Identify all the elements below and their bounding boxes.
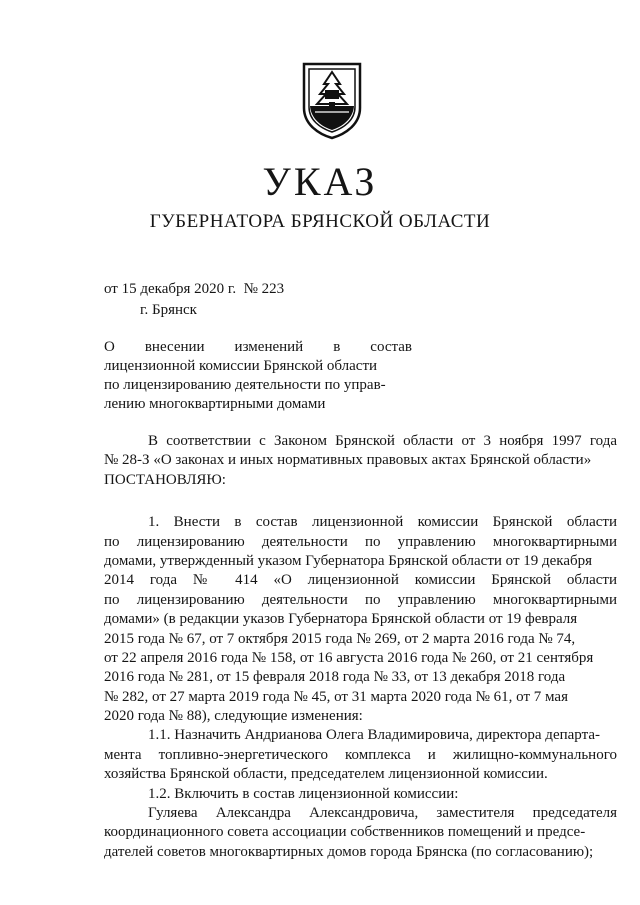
date-line: от 15 декабря 2020 г. № 223 <box>104 281 285 297</box>
body-line: 2014 года № 414 «О лицензионной комиссии Брянской области <box>104 572 617 589</box>
body-line: домами» (в редакции указов Губернатора Брянской области от 19 февраля <box>104 611 578 628</box>
body-line: по лицензированию деятельности по управлению многоквартирными <box>104 591 617 608</box>
subject-line: О внесении изменений в состав <box>104 339 412 355</box>
body-line: 2016 года № 281, от 15 февраля 2018 года № 33, от 13 декабря 2018 года <box>104 669 566 686</box>
city-line: г. Брянск <box>140 302 197 318</box>
body-line: Гуляева Александра Александровича, заместителя председателя <box>148 805 617 822</box>
body-line: № 28-З «О законах и иных нормативных правовых актах Брянской области» <box>104 452 592 469</box>
body-line: В соответствии с Законом Брянской области от 3 ноября 1997 года <box>148 433 617 449</box>
body-line: координационного совета ассоциации собственников помещений и предсе- <box>104 824 586 841</box>
document-subtitle: ГУБЕРНАТОРА БРЯНСКОЙ ОБЛАСТИ <box>149 211 491 232</box>
body-line: 2015 года № 67, от 7 октября 2015 года № 269, от 2 марта 2016 года № 74, <box>104 630 576 647</box>
body-line: 1.1. Назначить Андрианова Олега Владимировича, директора департа- <box>148 727 600 744</box>
body-line: от 22 апреля 2016 года № 158, от 16 августа 2016 года № 260, от 21 сентября <box>104 649 594 666</box>
body-line: № 282, от 27 марта 2019 года № 45, от 31 марта 2020 года № 61, от 7 мая <box>104 688 568 705</box>
body-line: по лицензированию деятельности по управлению многоквартирными <box>104 533 617 550</box>
body-line: дателей советов многоквартирных домов города Брянска (по согласованию); <box>104 843 594 860</box>
body-line: 1.2. Включить в состав лицензионной комиссии: <box>148 785 459 802</box>
bryansk-coat-of-arms-icon <box>300 60 364 140</box>
decree-body <box>104 432 617 862</box>
decree-subject <box>104 338 412 414</box>
body-line: хозяйства Брянской области, председателем лицензионной комиссии. <box>104 766 548 783</box>
body-line: мента топливно-энергетического комплекса и жилищно-коммунального <box>104 746 617 763</box>
subject-line: лению многоквартирными домами <box>104 396 326 412</box>
body-line <box>104 490 617 513</box>
body-line: домами, утвержденный указом Губернатора Брянской области от 19 декабря <box>104 552 593 569</box>
subject-line: по лицензированию деятельности по управ- <box>104 377 386 393</box>
body-line: 2020 года № 88), следующие изменения: <box>104 708 363 725</box>
body-line: ПОСТАНОВЛЯЮ: <box>104 471 226 488</box>
document-title: УКАЗ <box>262 159 378 204</box>
subject-line: лицензионной комиссии Брянской области <box>104 358 378 374</box>
body-line: 1. Внести в состав лицензионной комиссии Брянской области <box>148 514 617 531</box>
